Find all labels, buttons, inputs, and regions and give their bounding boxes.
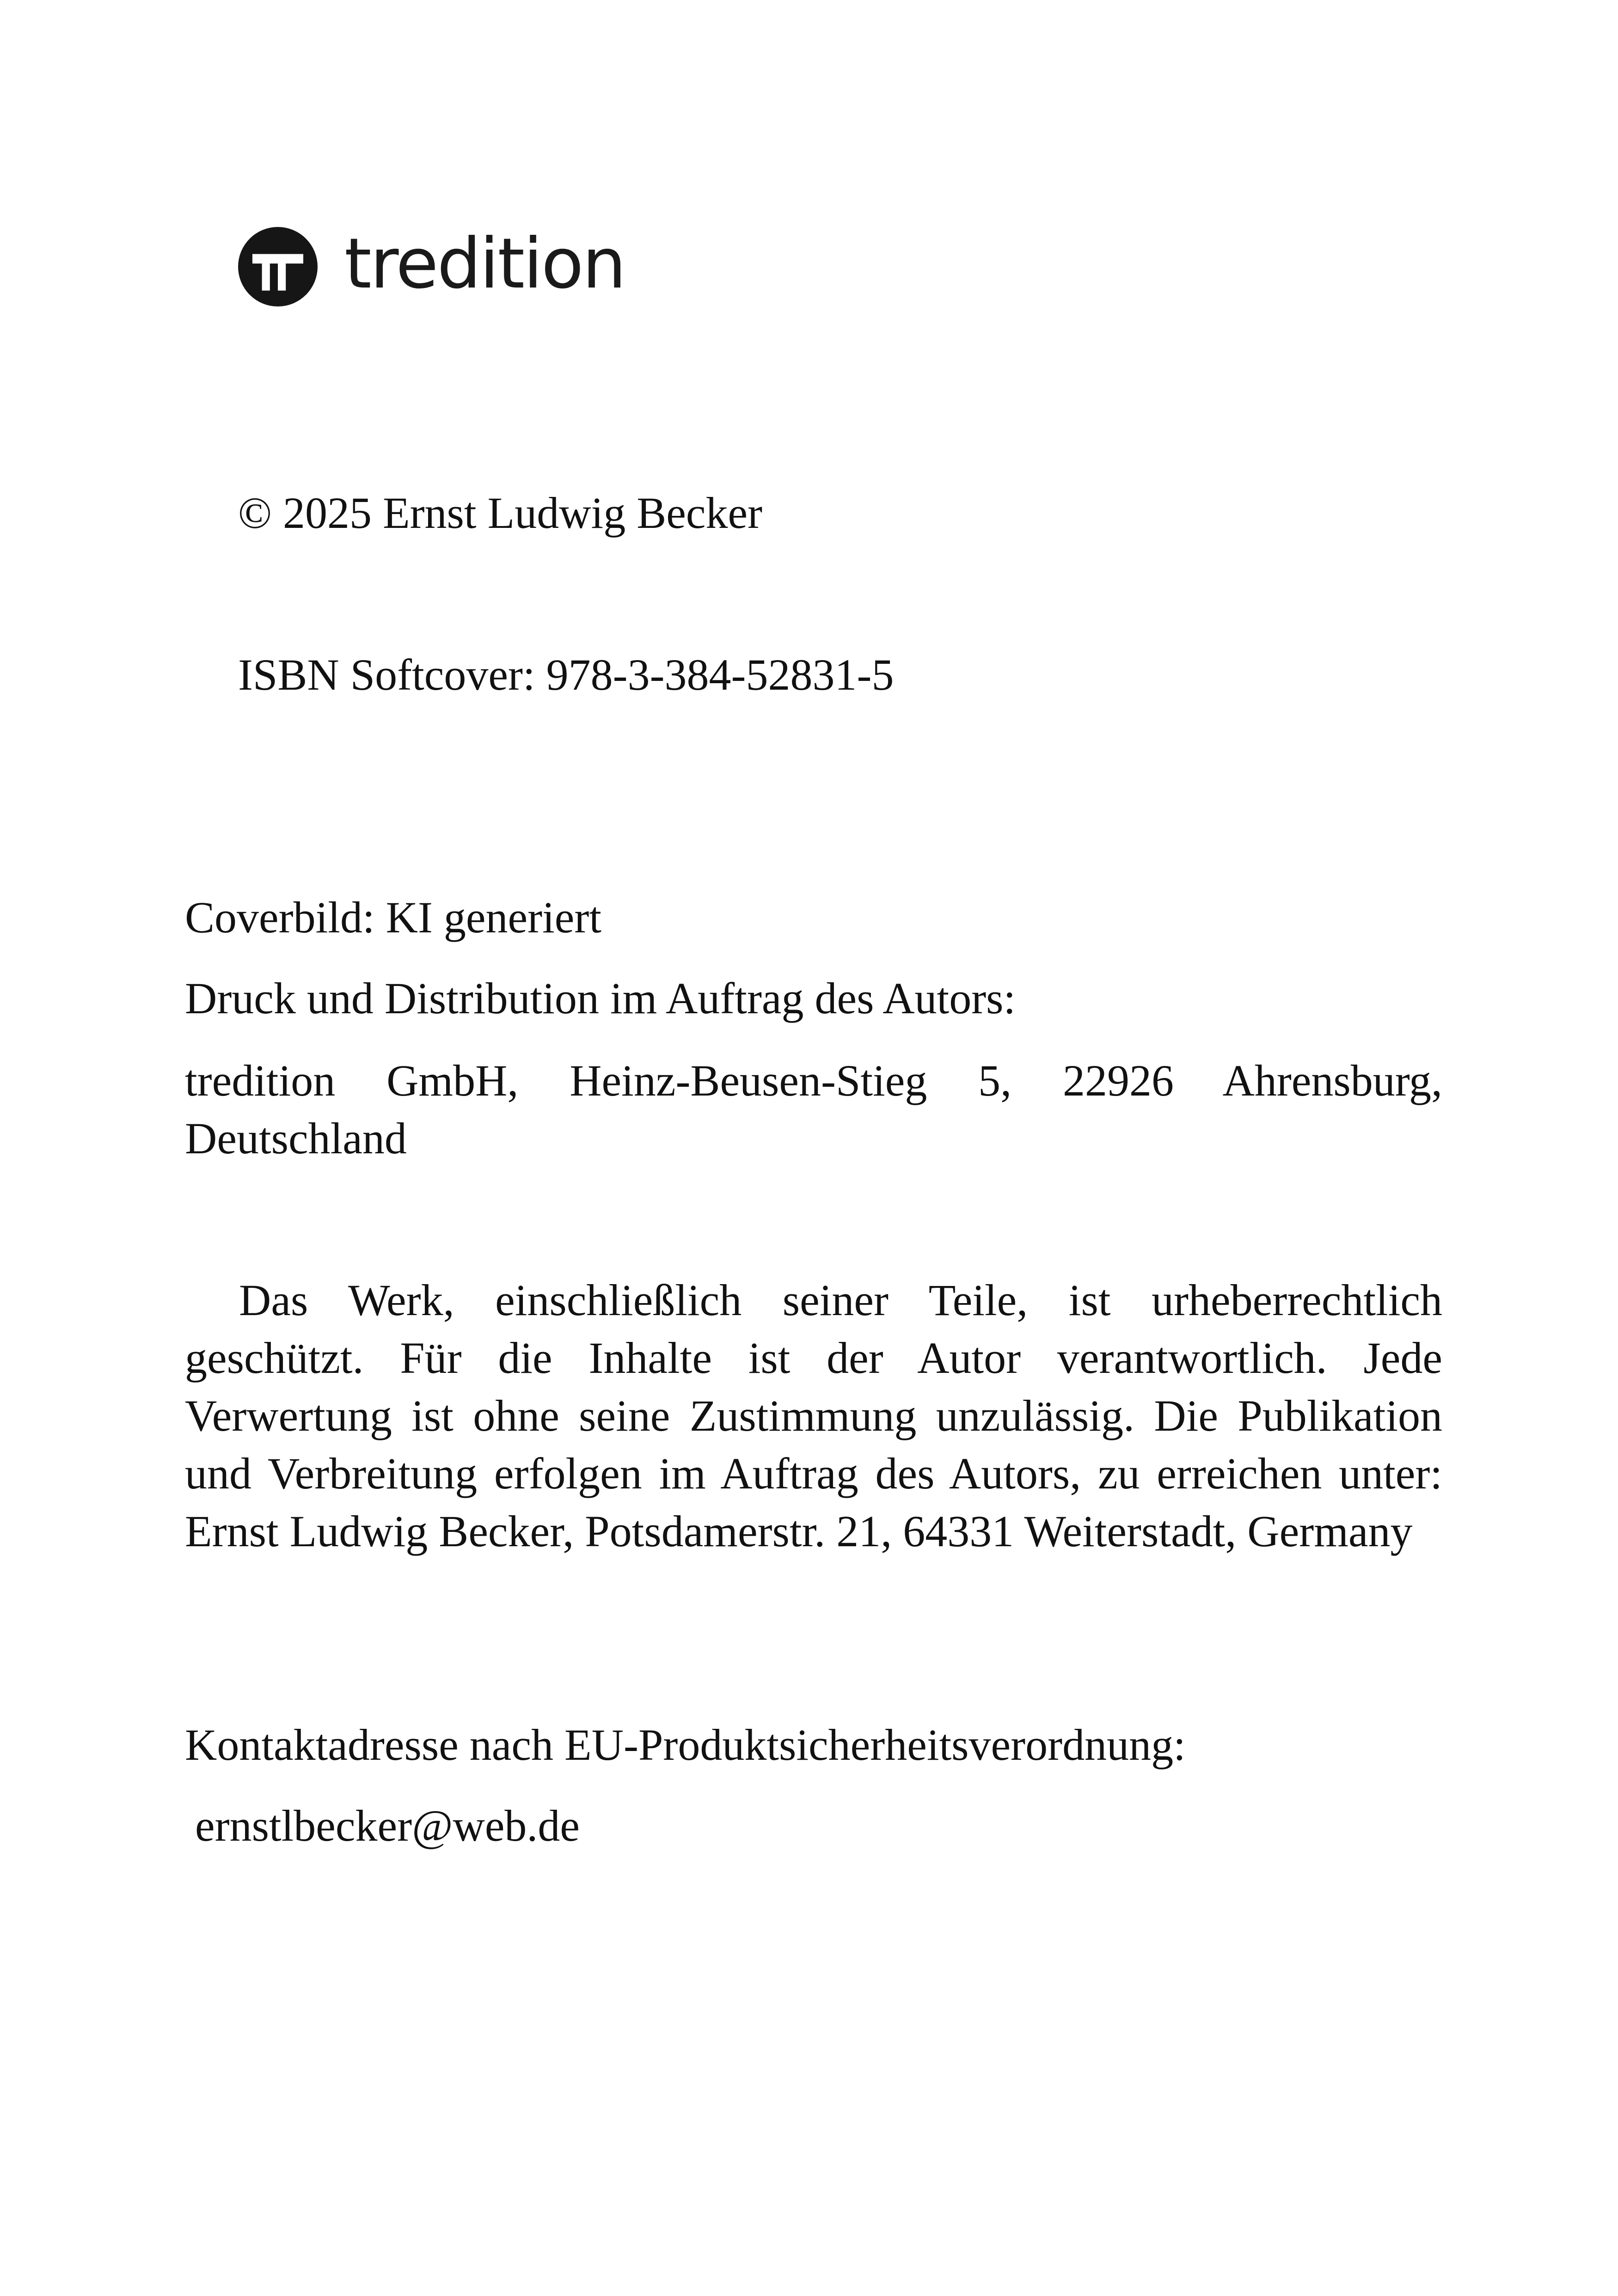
publisher-address-block	[185, 1052, 1442, 1167]
contact-email[interactable]: ernstlbecker@web.de	[195, 1801, 580, 1850]
print-distribution-line: Druck und Distribution im Auftrag des Autors:	[185, 974, 1016, 1023]
legal-notice: Das Werk, einschließlich seiner Teile, ist urheberrechtlich geschützt. Für die Inhalte ist der Autor verantwortlich. Jede Verwertung ist ohne seine Zustimmung unzulässig. Die Publikation und Verbreitung erfolgen im Auftrag des Autors, zu erreichen unter: Ernst Ludwig Becker, Potsdamerstr. 21, 64331 Weiterstadt, Germany	[185, 1275, 1442, 1556]
tredition-logo-icon	[238, 227, 318, 306]
legal-notice-block	[185, 1271, 1442, 1560]
isbn-line: ISBN Softcover: 978-3-384-52831-5	[238, 650, 894, 699]
tredition-logo	[238, 225, 625, 308]
logo-wordmark: tredition	[344, 224, 625, 304]
publisher-address: tredition GmbH, Heinz-Beusen-Stieg 5, 22926 Ahrensburg, Deutschland	[185, 1056, 1442, 1163]
contact-label: Kontaktadresse nach EU-Produktsicherheitsverordnung:	[185, 1720, 1186, 1769]
cover-image-credit: Coverbild: KI generiert	[185, 893, 602, 942]
copyright-line: © 2025 Ernst Ludwig Becker	[238, 488, 763, 538]
